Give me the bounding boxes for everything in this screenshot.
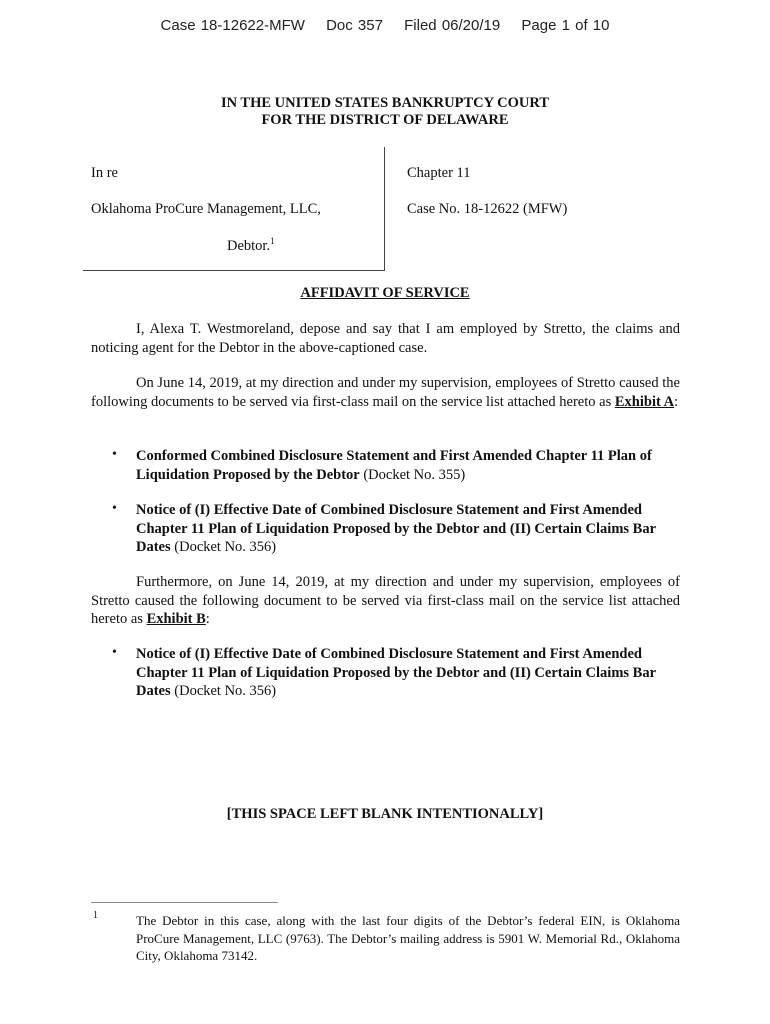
- case-number: Case No. 18-12622 (MFW): [407, 201, 568, 217]
- paragraph-3: Furthermore, on June 14, 2019, at my direction and under my supervision, employees of Stretto caused the following document to be served via first-class mail on the service list attached hereto as Exhibit B:: [91, 574, 680, 627]
- footnote-mark: 1: [93, 910, 98, 921]
- filing-header: [0, 17, 770, 34]
- bullet-icon: •: [112, 501, 117, 516]
- caption-horizontal-divider: [83, 270, 385, 271]
- footnote-divider: [91, 902, 278, 903]
- blank-space-notice: [THIS SPACE LEFT BLANK INTENTIONALLY]: [226, 806, 544, 822]
- list-item: Notice of (I) Effective Date of Combined Disclosure Statement and First Amended Chapter 11 Plan of Liquidation Proposed by the Debtor and (II) Certain Claims Bar Dates (Docket No. 356): [136, 646, 656, 699]
- case-number-header: Case 18-12622-MFW: [160, 17, 305, 34]
- court-name-line1: IN THE UNITED STATES BANKRUPTCY COURT: [220, 95, 550, 111]
- page-number-header: Page 1 of 10: [521, 17, 610, 34]
- exhibit-a-reference: Exhibit A: [614, 393, 675, 410]
- list-item: Conformed Combined Disclosure Statement and First Amended Chapter 11 Plan of Liquidation Proposed by the Debtor (Docket No. 355): [136, 448, 652, 483]
- document-title: AFFIDAVIT OF SERVICE: [300, 285, 470, 301]
- exhibit-b-reference: Exhibit B: [146, 611, 206, 627]
- in-re-label: In re: [91, 165, 118, 181]
- doc-number-header: Doc 357: [326, 17, 383, 34]
- footnote-reference: 1: [270, 236, 275, 246]
- bullet-icon: •: [112, 645, 117, 660]
- court-name-line2: FOR THE DISTRICT OF DELAWARE: [261, 112, 509, 128]
- paragraph-1: I, Alexa T. Westmoreland, depose and say that I am employed by Stretto, the claims and noticing agent for the Debtor in the above-captioned case.: [91, 321, 680, 356]
- chapter-label: Chapter 11: [407, 165, 471, 181]
- bullet-icon: •: [112, 447, 117, 462]
- list-item: Notice of (I) Effective Date of Combined Disclosure Statement and First Amended Chapter 11 Plan of Liquidation Proposed by the Debtor and (II) Certain Claims Bar Dates (Docket No. 356): [136, 502, 656, 555]
- footnote-text: The Debtor in this case, along with the last four digits of the Debtor’s federal EIN, is Oklahoma ProCure Management, LLC (9763). The Debtor’s mailing address is 5901 W. Memorial Rd., Oklahoma City, Oklahoma 73142.: [136, 913, 680, 963]
- caption-vertical-divider: [384, 147, 385, 271]
- debtor-label: Debtor.$^1$: [227, 236, 275, 254]
- debtor-name: Oklahoma ProCure Management, LLC,: [91, 201, 321, 217]
- filed-date-header: Filed 06/20/19: [404, 17, 501, 34]
- paragraph-2: On June 14, 2019, at my direction and under my supervision, employees of Stretto caused the following documents to be served via first-class mail on the service list attached hereto as Exhibit A:: [91, 375, 680, 410]
